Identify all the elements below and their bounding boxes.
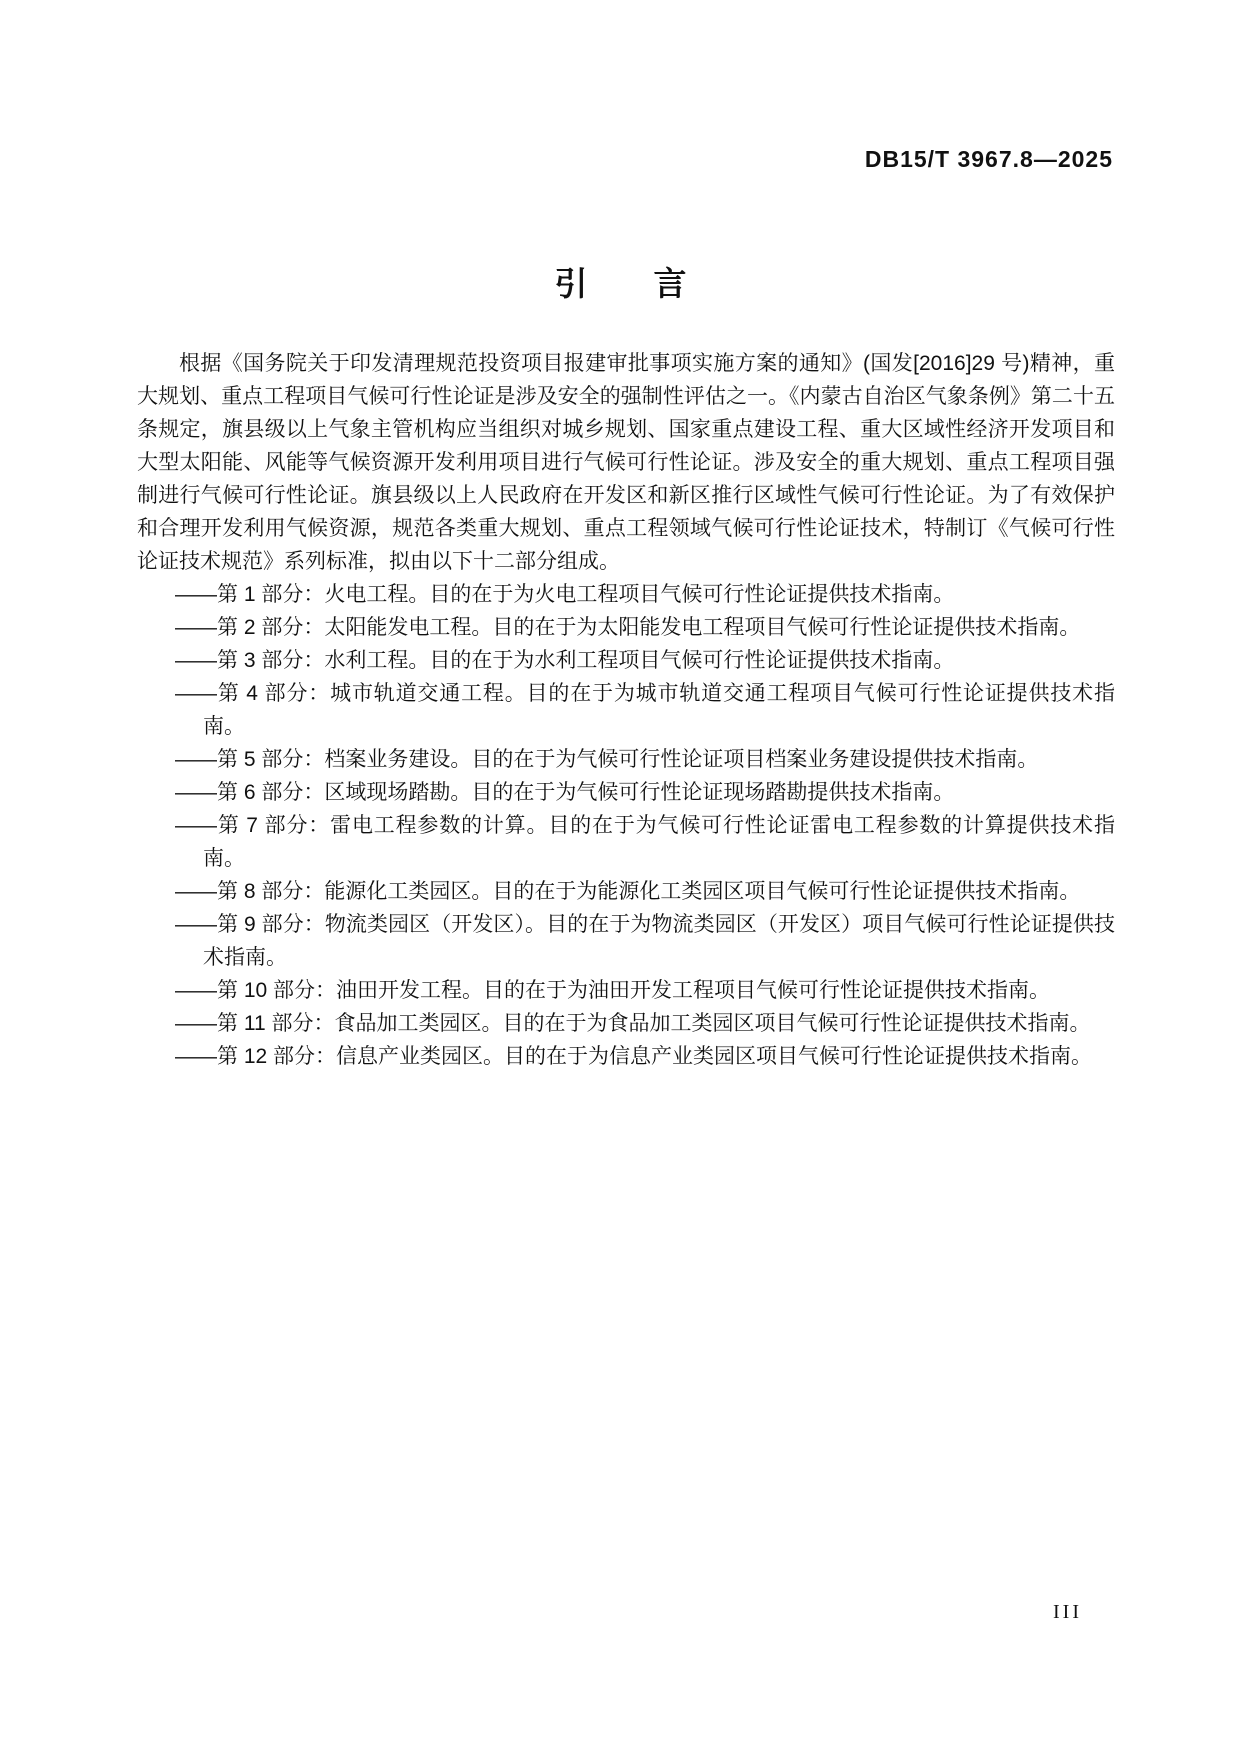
list-item-part-8: ——第 8 部分：能源化工类园区。目的在于为能源化工类园区项目气候可行性论证提供技术指南。: [175, 880, 1081, 903]
list-item-part-6: ——第 6 部分：区域现场踏勘。目的在于为气候可行性论证现场踏勘提供技术指南。: [175, 781, 955, 804]
list-item-part-3: ——第 3 部分：水利工程。目的在于为水利工程项目气候可行性论证提供技术指南。: [175, 649, 955, 672]
introduction-section: [137, 347, 1115, 1073]
page-number: III: [1053, 1601, 1082, 1623]
list-item-part-7: ——第 7 部分：雷电工程参数的计算。目的在于为气候可行性论证雷电工程参数的计算提供技术指南。: [175, 814, 1115, 870]
parts-list: [137, 578, 1115, 1073]
list-item-part-2: ——第 2 部分：太阳能发电工程。目的在于为太阳能发电工程项目气候可行性论证提供技术指南。: [175, 616, 1081, 639]
list-item-part-12: ——第 12 部分：信息产业类园区。目的在于为信息产业类园区项目气候可行性论证提供技术指南。: [175, 1045, 1093, 1068]
page-title: 引 言: [554, 265, 687, 302]
list-item-part-9: ——第 9 部分：物流类园区（开发区）。目的在于为物流类园区（开发区）项目气候可行性论证提供技术指南。: [175, 913, 1115, 969]
list-item-part-11: ——第 11 部分：食品加工类园区。目的在于为食品加工类园区项目气候可行性论证提供技术指南。: [175, 1012, 1091, 1035]
intro-paragraph: 根据《国务院关于印发清理规范投资项目报建审批事项实施方案的通知》(国发[2016]29 号)精神，重大规划、重点工程项目气候可行性论证是涉及安全的强制性评估之一。《内蒙古自治区气象条例》第二十五条规定，旗县级以上气象主管机构应当组织对城乡规划、国家重点建设工程、重大区域性经济开发项目和大型太阳能、风能等气候资源开发利用项目进行气候可行性论证。涉及安全的重大规划、重点工程项目强制进行气候可行性论证。旗县级以上人民政府在开发区和新区推行区域性气候可行性论证。为了有效保护和合理开发利用气候资源，规范各类重大规划、重点工程领域气候可行性论证技术，特制订《气候可行性论证技术规范》系列标准，拟由以下十二部分组成。: [137, 352, 1115, 573]
list-item-part-10: ——第 10 部分：油田开发工程。目的在于为油田开发工程项目气候可行性论证提供技术指南。: [175, 979, 1051, 1002]
list-item-part-4: ——第 4 部分：城市轨道交通工程。目的在于为城市轨道交通工程项目气候可行性论证提供技术指南。: [175, 682, 1115, 738]
list-item-part-1: ——第 1 部分：火电工程。目的在于为火电工程项目气候可行性论证提供技术指南。: [175, 583, 955, 606]
list-item-part-5: ——第 5 部分：档案业务建设。目的在于为气候可行性论证项目档案业务建设提供技术指南。: [175, 748, 1039, 771]
standard-code: DB15/T 3967.8—2025: [864, 146, 1113, 172]
